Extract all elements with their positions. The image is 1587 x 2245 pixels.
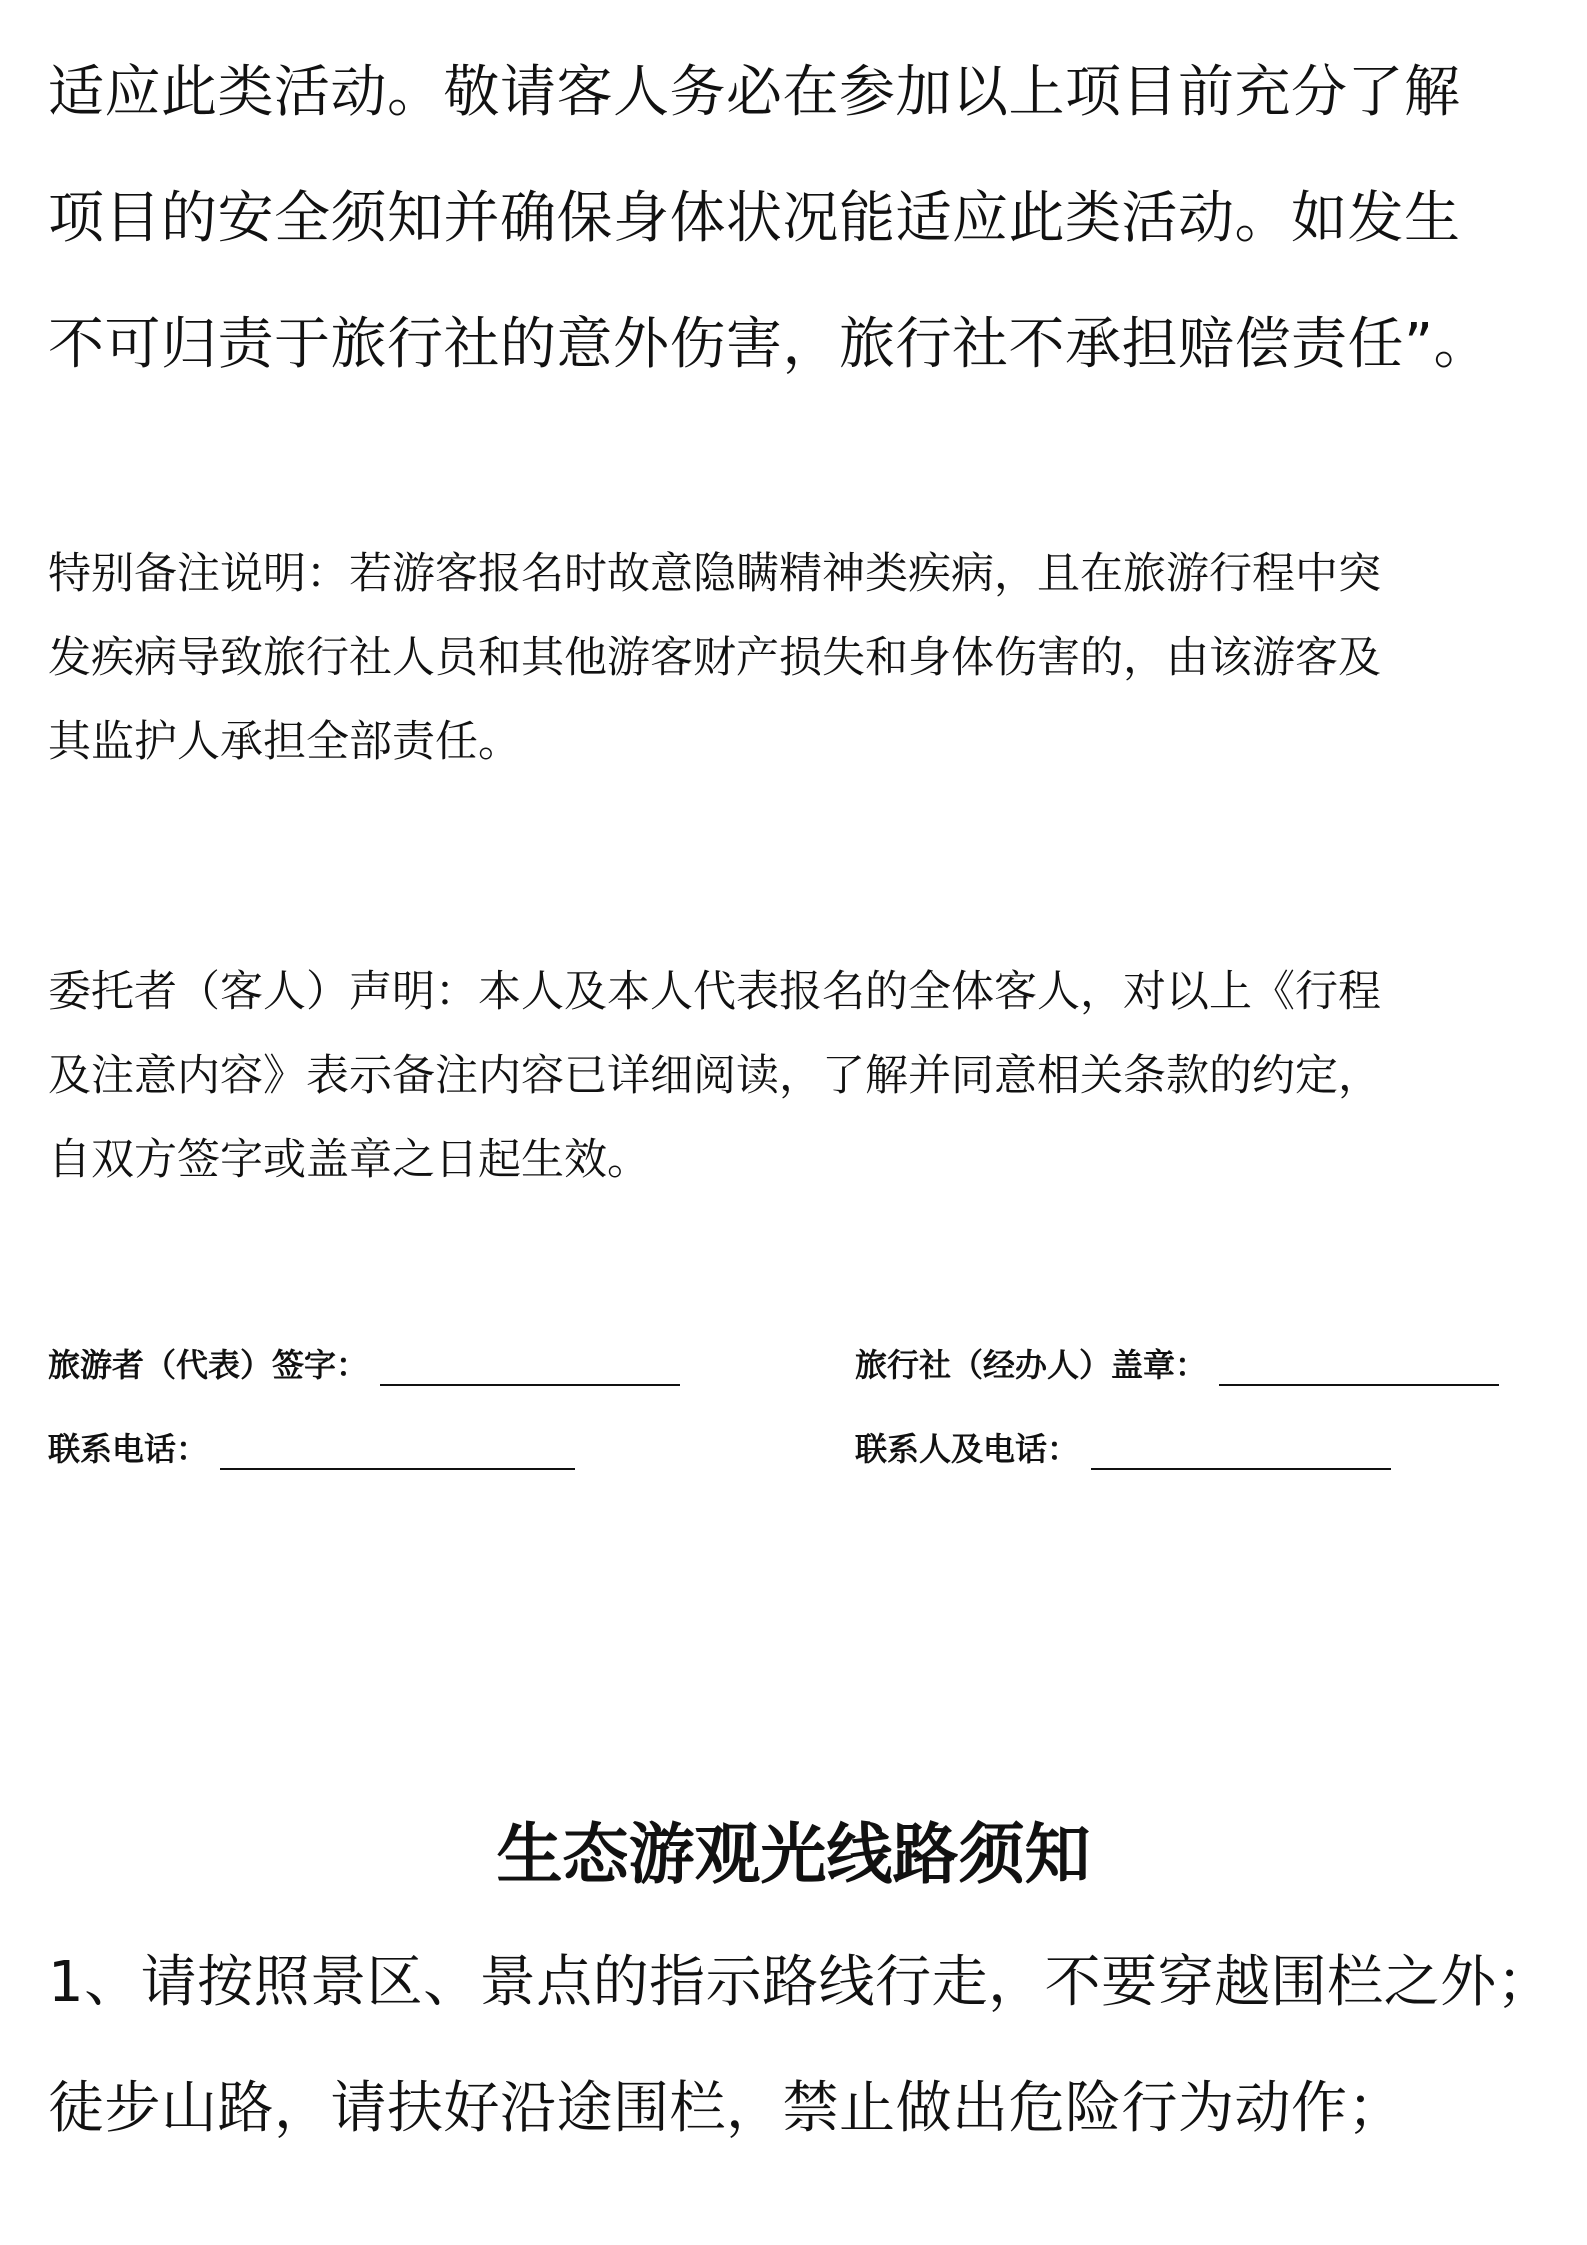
- tourist-phone-label: 联系电话：: [48, 1430, 209, 1468]
- declaration-paragraph: [48, 950, 1548, 1202]
- special-note-line: 其监护人承担全部责任。: [48, 717, 521, 767]
- agency-contact-field: [855, 1424, 1391, 1470]
- section-body: [48, 1920, 1554, 2172]
- tourist-phone-line[interactable]: [220, 1432, 575, 1470]
- special-note-line: 发疾病导致旅行社人员和其他游客财产损失和身体伤害的，由该游客及: [48, 633, 1381, 683]
- special-note-paragraph: [48, 532, 1548, 784]
- intro-line: 项目的安全须知并确保身体状况能适应此类活动。如发生: [48, 186, 1461, 251]
- tourist-signature-label: 旅游者（代表）签字：: [48, 1346, 369, 1384]
- declaration-line: 委托者（客人）声明：本人及本人代表报名的全体客人，对以上《行程: [48, 967, 1381, 1017]
- intro-paragraph: [48, 30, 1548, 408]
- agency-contact-line[interactable]: [1091, 1432, 1391, 1470]
- section-line: 1、请按照景区、景点的指示路线行走，不要穿越围栏之外；: [48, 1950, 1554, 2015]
- tourist-signature-field: [48, 1340, 680, 1386]
- tourist-signature-line[interactable]: [380, 1348, 680, 1386]
- intro-line: 不可归责于旅行社的意外伤害，旅行社不承担赔偿责任”。: [48, 312, 1491, 377]
- agency-seal-line[interactable]: [1219, 1348, 1499, 1386]
- special-note-line: 特别备注说明：若游客报名时故意隐瞒精神类疾病，且在旅游行程中突: [48, 549, 1381, 599]
- declaration-line: 及注意内容》表示备注内容已详细阅读，了解并同意相关条款的约定，: [48, 1051, 1381, 1101]
- intro-line: 适应此类活动。敬请客人务必在参加以上项目前充分了解: [48, 60, 1461, 125]
- declaration-line: 自双方签字或盖章之日起生效。: [48, 1135, 650, 1185]
- agency-seal-label: 旅行社（经办人）盖章：: [855, 1346, 1208, 1384]
- tourist-phone-field: [48, 1424, 575, 1470]
- section-line: 徒步山路，请扶好沿途围栏，禁止做出危险行为动作；: [48, 2076, 1404, 2141]
- section-title: 生态游观光线路须知: [496, 1816, 1091, 1893]
- agency-contact-label: 联系人及电话：: [855, 1430, 1080, 1468]
- agency-seal-field: [855, 1340, 1499, 1386]
